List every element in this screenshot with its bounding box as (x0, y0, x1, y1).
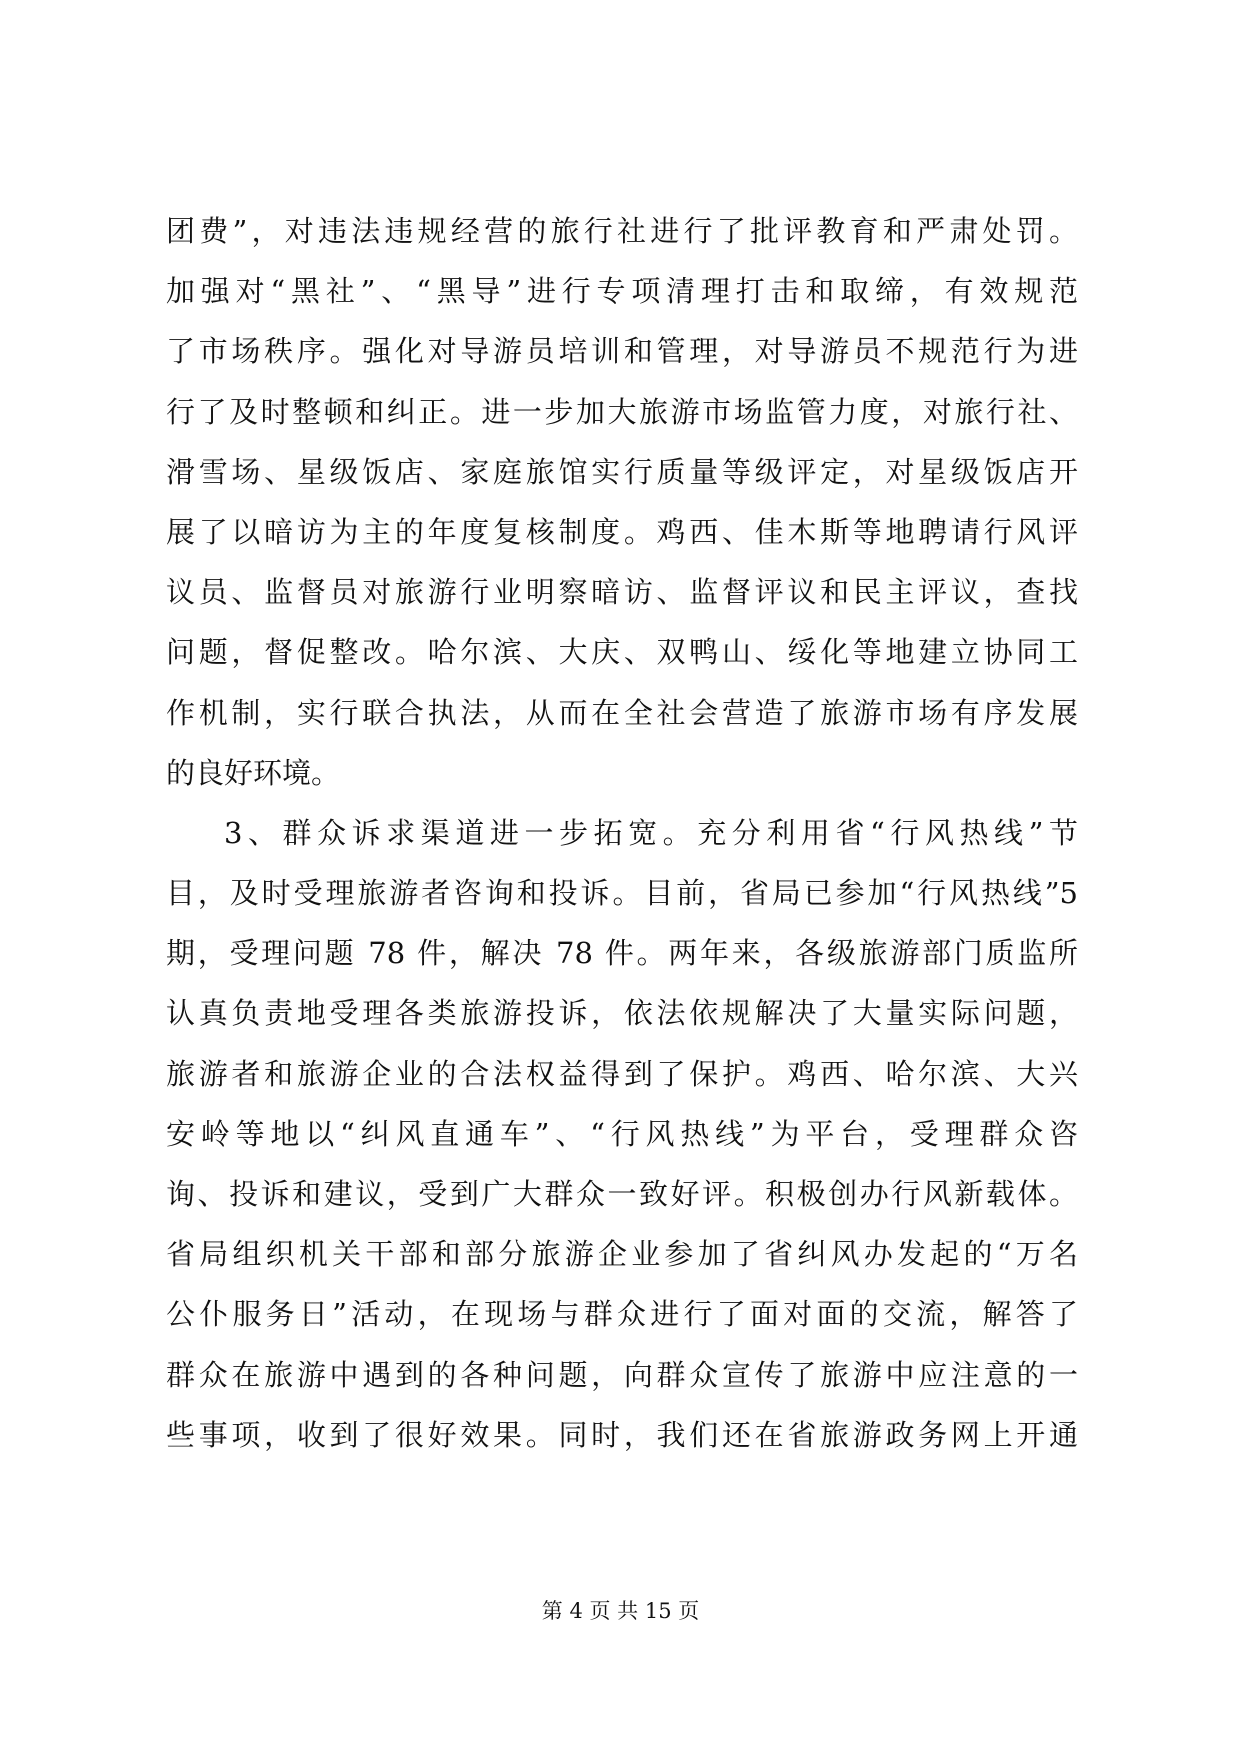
text-line: 旅游者和旅游企业的合法权益得到了保护。鸡西、哈尔滨、大兴 (166, 1056, 1078, 1091)
text-line: 的良好环境。 (166, 755, 341, 790)
text-line: 期，受理问题 78 件，解决 78 件。两年来，各级旅游部门质监所 (166, 936, 1078, 971)
text-line: 3、群众诉求渠道进一步拓宽。充分利用省“行风热线”节 (224, 815, 1078, 850)
body-text (166, 212, 1078, 1476)
text-line: 公仆服务日”活动，在现场与群众进行了面对面的交流，解答了 (166, 1297, 1078, 1332)
text-line: 省局组织机关干部和部分旅游企业参加了省纠风办发起的“万名 (166, 1237, 1078, 1272)
text-line: 行了及时整顿和纠正。进一步加大旅游市场监管力度，对旅行社、 (166, 394, 1078, 429)
text-line: 认真负责地受理各类旅游投诉，依法依规解决了大量实际问题， (166, 996, 1078, 1031)
paragraph-continued (166, 212, 1078, 814)
text-line: 些事项，收到了很好效果。同时，我们还在省旅游政务网上开通 (166, 1417, 1078, 1452)
text-line: 作机制，实行联合执法，从而在全社会营造了旅游市场有序发展 (166, 695, 1078, 730)
text-line: 团费”，对违法违规经营的旅行社进行了批评教育和严肃处罚。 (166, 214, 1078, 248)
text-line: 议员、监督员对旅游行业明察暗访、监督评议和民主评议，查找 (166, 575, 1078, 610)
text-line: 安岭等地以“纠风直通车”、“行风热线”为平台，受理群众咨 (166, 1116, 1078, 1151)
text-line: 问题，督促整改。哈尔滨、大庆、双鸭山、绥化等地建立协同工 (166, 635, 1078, 670)
text-line: 了市场秩序。强化对导游员培训和管理，对导游员不规范行为进 (166, 334, 1078, 369)
text-line: 滑雪场、星级饭店、家庭旅馆实行质量等级评定，对星级饭店开 (166, 454, 1078, 489)
paragraph-3 (166, 814, 1078, 1476)
page-footer: 第 4 页 共 15 页 (541, 1599, 700, 1623)
text-line: 加强对“黑社”、“黑导”进行专项清理打击和取缔，有效规范 (166, 274, 1078, 309)
text-line: 群众在旅游中遇到的各种问题，向群众宣传了旅游中应注意的一 (166, 1357, 1078, 1392)
text-line: 目，及时受理旅游者咨询和投诉。目前，省局已参加“行风热线”5 (166, 876, 1078, 911)
text-line: 询、投诉和建议，受到广大群众一致好评。积极创办行风新载体。 (166, 1177, 1078, 1211)
text-line: 展了以暗访为主的年度复核制度。鸡西、佳木斯等地聘请行风评 (166, 514, 1078, 549)
